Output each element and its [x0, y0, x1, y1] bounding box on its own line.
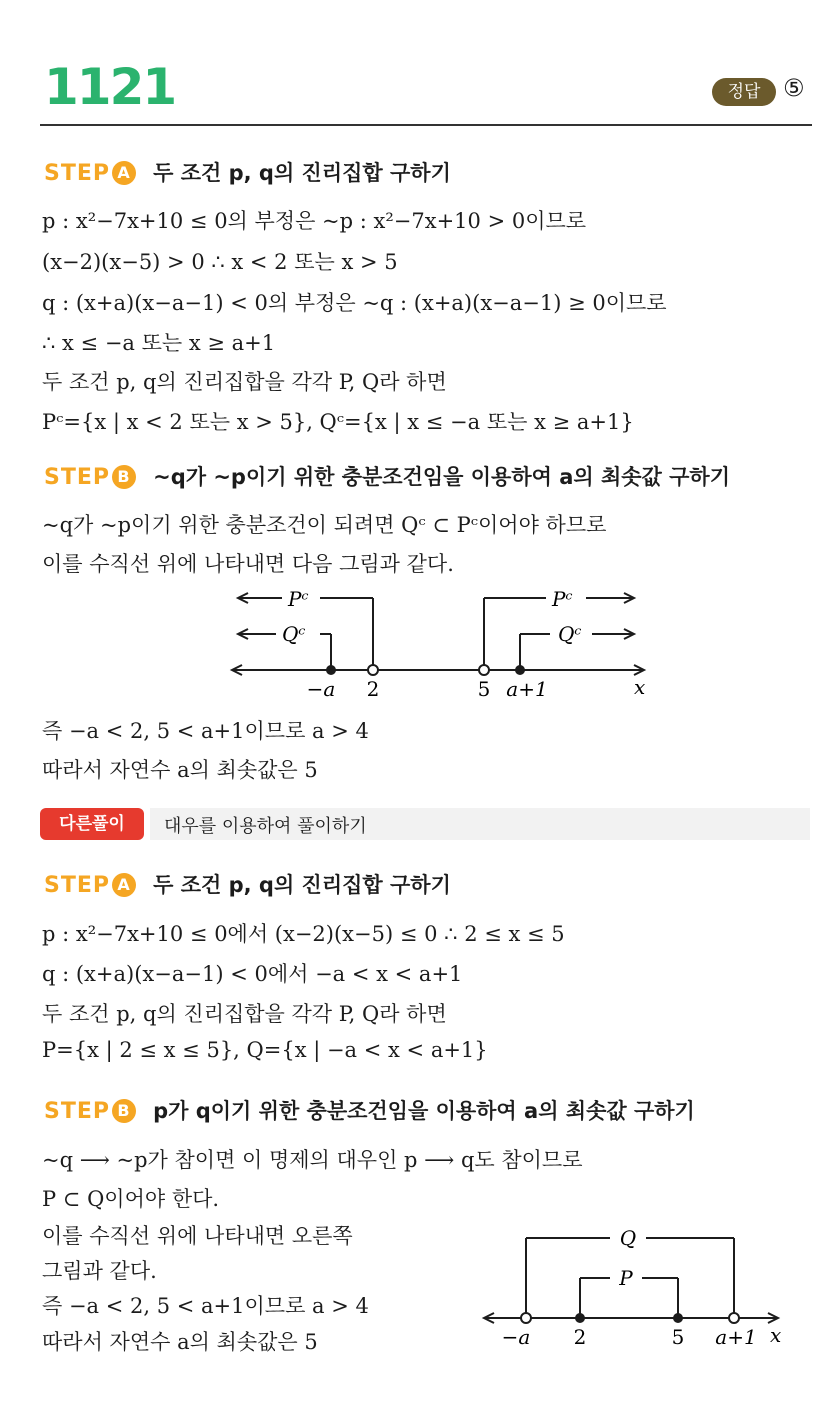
step-a-heading [44, 157, 451, 187]
solution-line: 이를 수직선 위에 나타내면 다음 그림과 같다. [42, 552, 454, 576]
answer-badge: 정답 [712, 78, 776, 106]
label-q-complement: Qᶜ [282, 622, 306, 646]
solution-line: ∴ x ≤ −a 또는 x ≥ a+1 [42, 331, 276, 355]
open-point [729, 1313, 739, 1323]
alt-step-b-heading [44, 1095, 695, 1125]
solution-line: 그림과 같다. [42, 1259, 157, 1283]
solution-line: p : x²−7x+10 ≤ 0의 부정은 ~p : x²−7x+10 > 0이므로 [42, 209, 587, 233]
solution-line: 즉 −a < 2, 5 < a+1이므로 a > 4 [42, 719, 369, 743]
solution-line: 두 조건 p, q의 진리집합을 각각 P, Q라 하면 [42, 370, 447, 394]
solution-line: P={x | 2 ≤ x ≤ 5}, Q={x | −a < x < a+1} [42, 1038, 488, 1062]
number-line-diagram-2 [480, 1218, 800, 1354]
solution-line: ~q가 ~p이기 위한 충분조건이 되려면 Qᶜ ⊂ Pᶜ이어야 하므로 [42, 513, 607, 537]
label-p: P [619, 1266, 633, 1290]
step-a-title: 두 조건 p, q의 진리집합 구하기 [153, 161, 451, 185]
label-q-complement: Qᶜ [558, 622, 582, 646]
closed-point [326, 665, 336, 675]
number-line-diagram-1 [220, 584, 660, 710]
tick-label: 2 [366, 677, 380, 701]
open-point [521, 1313, 531, 1323]
open-point [479, 665, 489, 675]
label-q: Q [619, 1226, 637, 1250]
alt-step-a-title: 두 조건 p, q의 진리집합 구하기 [153, 873, 451, 897]
tick-label: 2 [573, 1325, 587, 1349]
alt-step-b-title: p가 q이기 위한 충분조건임을 이용하여 a의 최솟값 구하기 [153, 1099, 695, 1123]
step-label: STEP B [44, 465, 136, 490]
closed-point [515, 665, 525, 675]
alt-step-a-heading [44, 869, 451, 899]
alternate-badge: 다른풀이 [40, 808, 144, 840]
header-divider [40, 124, 812, 126]
solution-line: (x−2)(x−5) > 0 ∴ x < 2 또는 x > 5 [42, 250, 398, 274]
solution-line: q : (x+a)(x−a−1) < 0의 부정은 ~q : (x+a)(x−a−1) ≥ 0이므로 [42, 291, 667, 315]
solution-line: 두 조건 p, q의 진리집합을 각각 P, Q라 하면 [42, 1002, 447, 1026]
solution-line: q : (x+a)(x−a−1) < 0에서 −a < x < a+1 [42, 962, 463, 986]
step-label: STEP A [44, 873, 136, 898]
step-b-title: ~q가 ~p이기 위한 충분조건임을 이용하여 a의 최솟값 구하기 [153, 465, 731, 489]
solution-line: 따라서 자연수 a의 최솟값은 5 [42, 758, 318, 782]
step-label: STEP A [44, 161, 136, 186]
closed-point [673, 1313, 683, 1323]
problem-number: 1121 [44, 58, 176, 116]
tick-label: 5 [671, 1325, 685, 1349]
solution-line: 즉 −a < 2, 5 < a+1이므로 a > 4 [42, 1294, 369, 1318]
step-label: STEP B [44, 1099, 136, 1124]
solution-line: p : x²−7x+10 ≤ 0에서 (x−2)(x−5) ≤ 0 ∴ 2 ≤ x ≤ 5 [42, 922, 565, 946]
alternate-title: 대우를 이용하여 풀이하기 [164, 816, 367, 837]
axis-label: x [770, 1323, 782, 1347]
answer-value: ⑤ [783, 74, 805, 102]
solution-line: P ⊂ Q이어야 한다. [42, 1187, 220, 1211]
tick-label: a+1 [715, 1325, 757, 1349]
tick-label: 5 [477, 677, 491, 701]
closed-point [575, 1313, 585, 1323]
open-point [368, 665, 378, 675]
solution-line: 따라서 자연수 a의 최솟값은 5 [42, 1330, 318, 1354]
tick-label: a+1 [506, 677, 548, 701]
solution-line: 이를 수직선 위에 나타내면 오른쪽 [42, 1224, 353, 1248]
label-p-complement: Pᶜ [552, 587, 573, 611]
tick-label: −a [501, 1325, 531, 1349]
solution-line: Pᶜ={x | x < 2 또는 x > 5}, Qᶜ={x | x ≤ −a 또는 x ≥ a+1} [42, 410, 634, 434]
label-p-complement: Pᶜ [288, 587, 309, 611]
solution-line: ~q ⟶ ~p가 참이면 이 명제의 대우인 p ⟶ q도 참이므로 [42, 1148, 583, 1172]
tick-label: −a [306, 677, 336, 701]
step-b-heading [44, 461, 730, 491]
axis-label: x [634, 675, 646, 699]
